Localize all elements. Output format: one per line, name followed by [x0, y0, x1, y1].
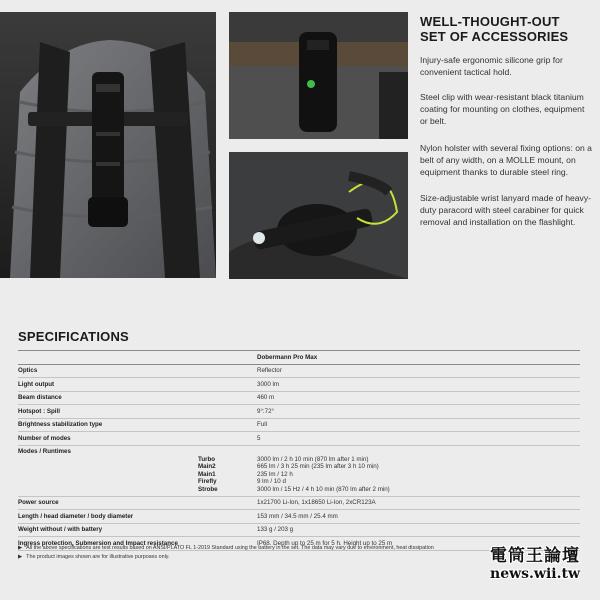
spec-row-dimensions: [18, 510, 580, 524]
spec-label: Length / head diameter / body diameter: [18, 512, 134, 520]
spec-label: Beam distance: [18, 394, 62, 401]
spec-value: Full: [257, 421, 267, 428]
spec-label: Brightness stabilization type: [18, 421, 103, 428]
specifications-heading: SPECIFICATIONS: [18, 329, 129, 344]
photo-hand-with-lanyard: [229, 152, 408, 279]
spec-label: Power source: [18, 499, 59, 506]
mode-runtime-main2: 665 lm / 3 h 25 min (235 lm after 3 h 10 min): [257, 463, 379, 470]
accessories-heading-line-1: WELL-THOUGHT-OUT: [420, 14, 560, 29]
mode-name-main2: Main2: [198, 463, 216, 470]
spec-value: Reflector: [257, 367, 282, 374]
spec-value: 133 g / 203 g: [257, 526, 294, 533]
watermark-logo-text: 電筒王論壇: [490, 546, 580, 566]
footnote-text: The product images shown are for illustrative purposes only.: [26, 553, 170, 560]
mode-runtime-firefly: 9 lm / 10 d: [257, 478, 286, 485]
spec-label: Light output: [18, 380, 55, 388]
spec-header-row: [18, 351, 580, 365]
mode-runtime-turbo: 3000 lm / 2 h 10 min (870 lm after 1 min): [257, 455, 369, 463]
spec-row-hotspot: [18, 405, 580, 419]
spec-value: 153 mm / 34.5 mm / 25.4 mm: [257, 512, 338, 520]
backpack-photo-illustration: [0, 12, 216, 278]
mode-name-firefly: Firefly: [198, 478, 217, 485]
photo-holster-on-belt: [229, 12, 408, 139]
photo-flashlight-on-backpack: [0, 12, 216, 278]
triangle-bullet-icon: ▶: [18, 545, 23, 551]
spec-value: 3000 lm: [257, 380, 280, 388]
spec-label: Modes / Runtimes: [18, 448, 71, 455]
spec-value: 5: [257, 434, 261, 442]
spec-label: Weight without / with battery: [18, 526, 103, 533]
spec-label: Number of modes: [18, 434, 71, 442]
mode-names: [198, 446, 257, 496]
accessories-heading-line-2: SET OF ACCESSORIES: [420, 29, 569, 44]
mode-runtime-strobe: 3000 lm / 15 Hz / 4 h 10 min (870 lm after 2 min): [257, 485, 390, 493]
spec-row-optics: [18, 365, 580, 379]
spec-row-number-of-modes: [18, 432, 580, 446]
watermark: [490, 541, 580, 582]
spec-row-power-source: [18, 497, 580, 511]
spec-row-beam-distance: [18, 392, 580, 406]
mode-name-main1: Main1: [198, 470, 216, 478]
spec-label: Optics: [18, 367, 38, 374]
footnote-text: All the above specifications are test results based on ANSI/PLATO FL 1-2019 Standard using the battery in the set. The data may vary due to environment, heat dissipation: [26, 545, 434, 551]
spec-label: Hotspot : Spill: [18, 407, 60, 415]
accessory-lanyard-description: Size-adjustable wrist lanyard made of heavy-duty paracord with steel carabiner for quick removal and installation on the flashlight.: [420, 193, 592, 227]
spec-value: 9°:72°: [257, 407, 274, 415]
triangle-bullet-icon: ▶: [18, 553, 23, 560]
accessory-holster-description: Nylon holster with several fixing options: on a belt of any width, on a MOLLE mount, on equipment thanks to durable steel ring.: [420, 143, 592, 177]
accessory-clip-description: Steel clip with wear-resistant black titanium coating for mounting on clothes, equipment or belt.: [420, 92, 585, 126]
mode-runtime-main1: 235 lm / 12 h: [257, 470, 293, 478]
accessory-grip-description: Injury-safe ergonomic silicone grip for convenient tactical hold.: [420, 55, 563, 77]
spec-row-light-output: [18, 378, 580, 392]
mode-name-strobe: Strobe: [198, 485, 218, 493]
spec-label: Ingress protection, Submersion and Impact resistance: [18, 539, 178, 547]
lanyard-photo-illustration: [229, 152, 408, 279]
watermark-url: news.wii.tw: [490, 566, 580, 582]
mode-runtimes: [257, 446, 580, 496]
spec-value: IP68. Depth up to 25 m for 5 h. Height up to 25 m: [257, 539, 393, 547]
spec-row-stabilization: [18, 419, 580, 433]
spec-model-name: Dobermann Pro Max: [257, 353, 318, 361]
spec-value: 1x21700 Li-Ion, 1x18650 Li-Ion, 2xCR123A: [257, 499, 376, 506]
spec-value: 460 m: [257, 394, 275, 401]
holster-photo-illustration: [229, 12, 408, 139]
mode-name-turbo: Turbo: [198, 455, 216, 463]
accessories-heading: [420, 14, 595, 44]
spec-row-modes-runtimes: [18, 446, 580, 497]
spec-row-weight: [18, 524, 580, 538]
specifications-table: [18, 350, 580, 551]
